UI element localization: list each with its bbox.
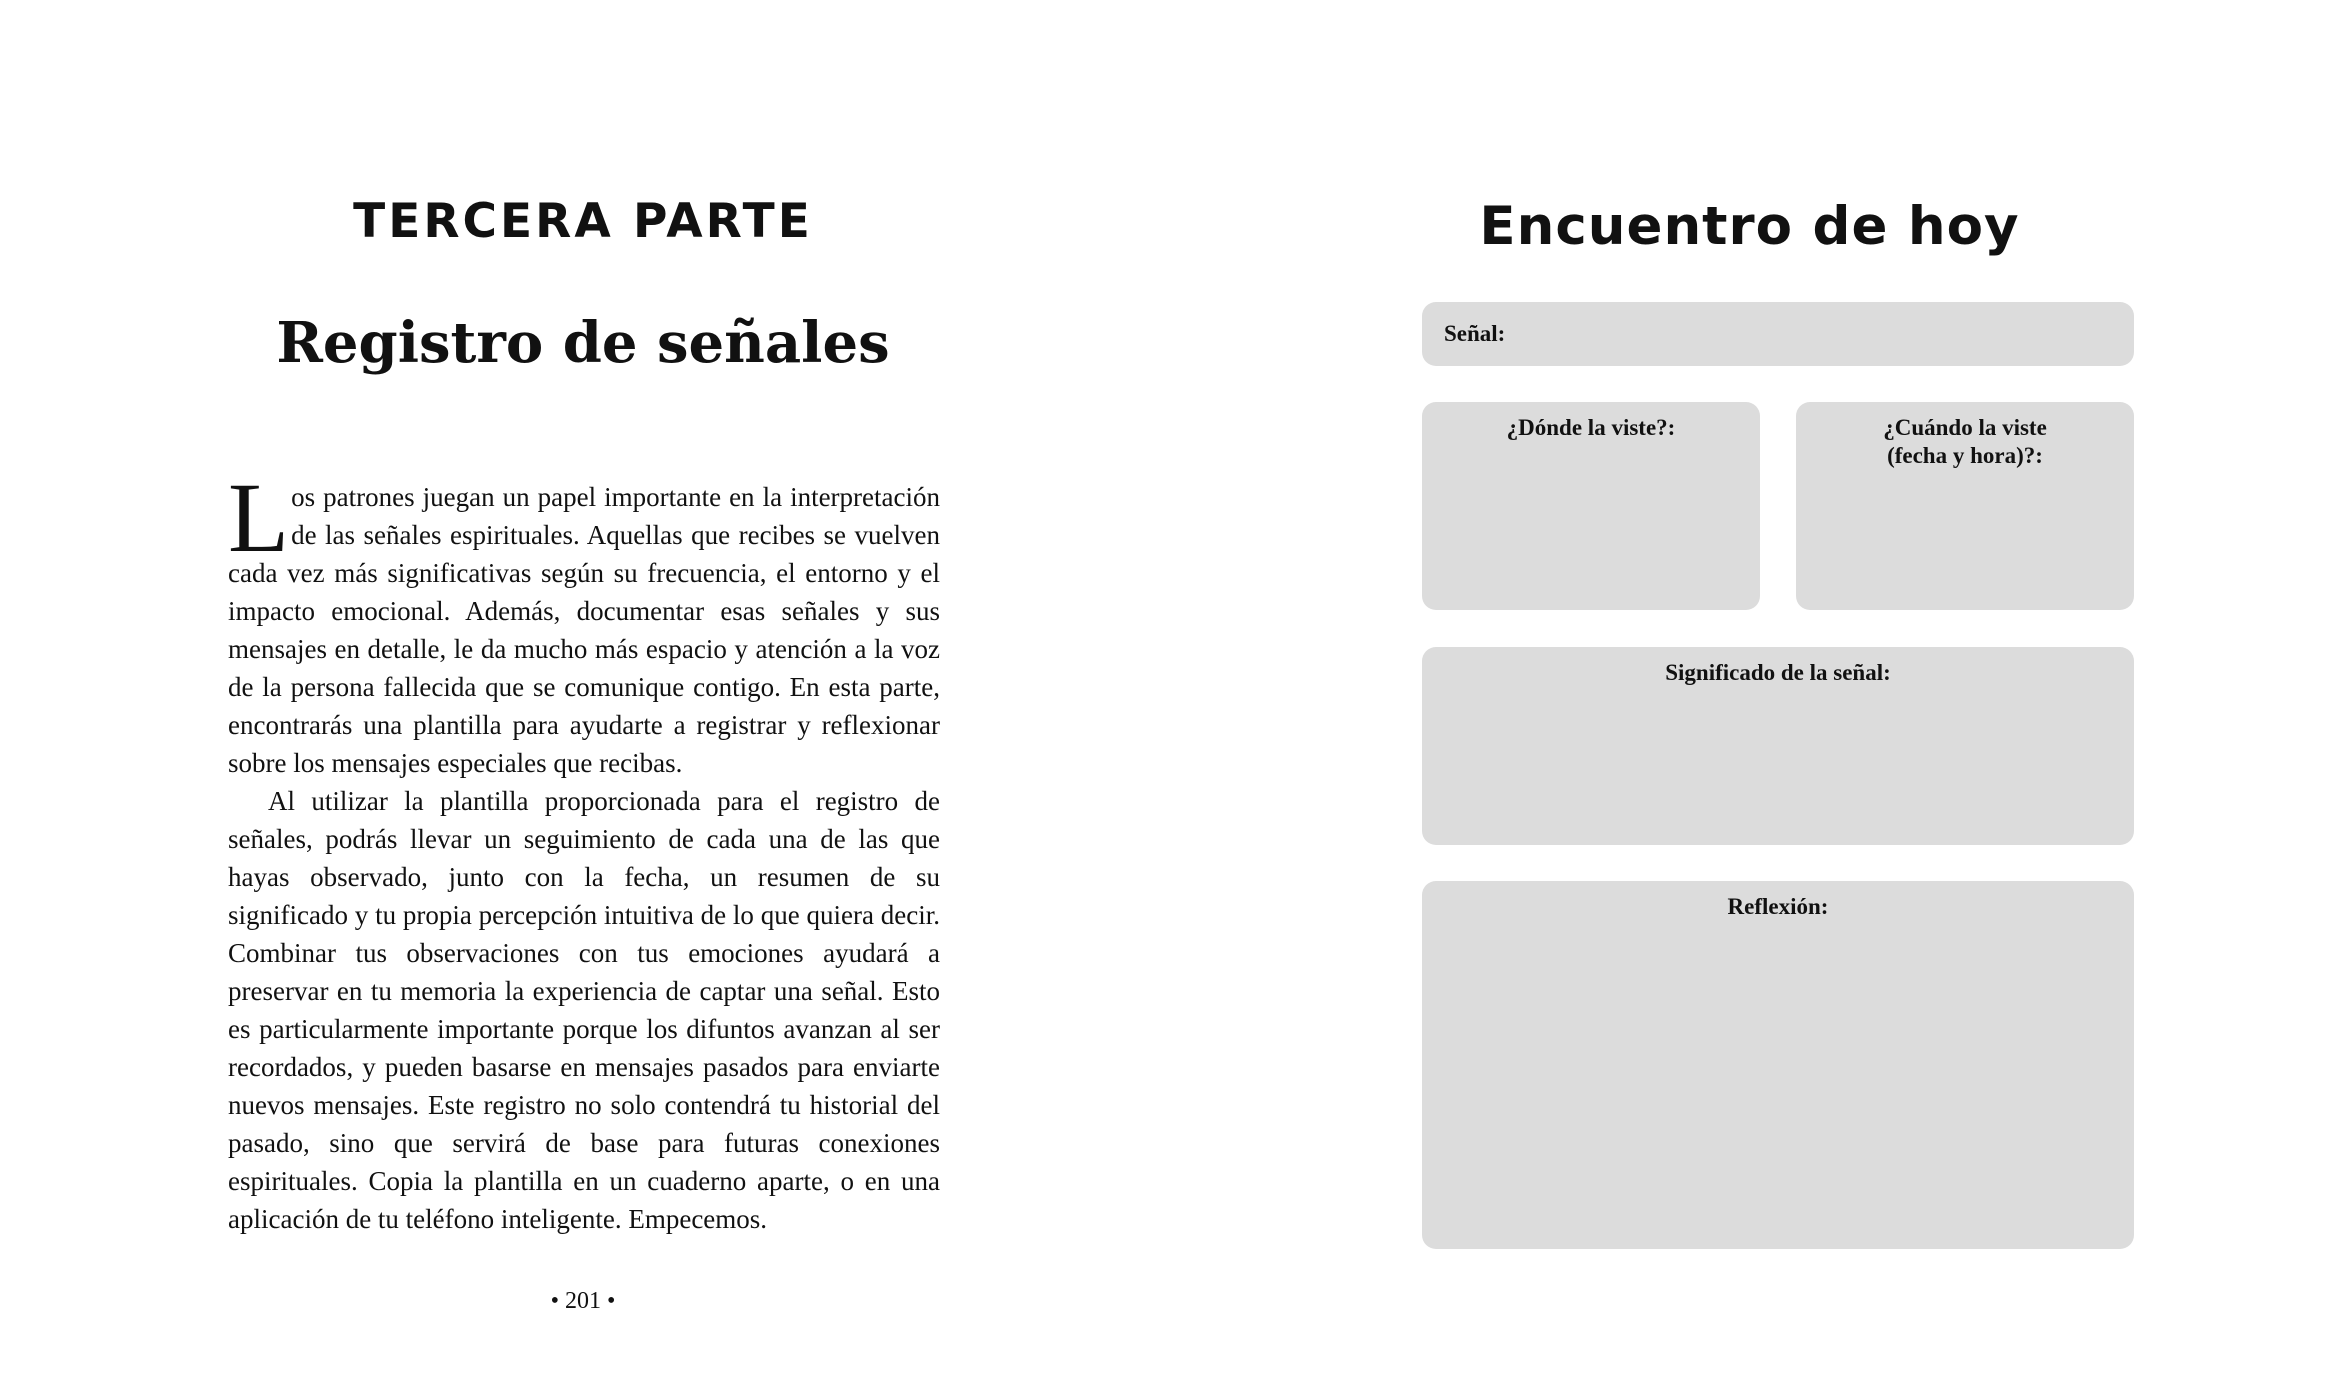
left-page: [0, 0, 1166, 1400]
meaning-label: Significado de la señal:: [1665, 660, 1891, 685]
signal-field[interactable]: [1422, 302, 2134, 366]
signal-label: Señal:: [1444, 321, 1506, 346]
form-title: Encuentro de hoy: [1479, 196, 2020, 257]
chapter-title: Registro de señales: [276, 310, 890, 376]
meaning-field[interactable]: [1422, 647, 2134, 845]
paragraph-1-text: os patrones juegan un papel importante en la interpretación de las señales espirituales. Aquellas que recibes se vuelven cada vez más significativas según su frecuencia, el entorno y el impacto emocional. Además, documentar esas señales y sus mensajes en detalle, le da mucho más espacio y atención a la voz de la persona fallecida que se comunique contigo. En esta parte, encontrarás una plantilla para ayudarte a registrar y reflexionar sobre los mensajes especiales que recibas.: [228, 482, 940, 778]
part-label: TERCERA PARTE: [353, 194, 813, 249]
right-page: [1166, 0, 2333, 1400]
reflection-field[interactable]: [1422, 881, 2134, 1249]
where-label: ¿Dónde la viste?:: [1506, 415, 1676, 440]
where-field[interactable]: [1422, 402, 1760, 610]
when-field[interactable]: [1796, 402, 2134, 610]
body-text: [228, 462, 940, 1238]
page-number: • 201 •: [550, 1288, 616, 1314]
paragraph-2: Al utilizar la plantilla proporcionada para el registro de señales, podrás llevar un seguimiento de cada una de las que hayas observado, junto con la fecha, un resumen de su significado y tu propia percepción intuitiva de lo que quiera decir. Combinar tus observaciones con tus emociones ayudará a preservar en tu memoria la experiencia de captar una señal. Esto es particularmente importante porque los difuntos avanzan al ser recordados, y pueden basarse en mensajes pasados para enviarte nuevos mensajes. Este registro no solo contendrá tu historial del pasado, sino que servirá de base para futuras conexiones espirituales. Copia la plantilla en un cuaderno aparte, o en una aplicación de tu teléfono inteligente. Empecemos.: [228, 786, 940, 1234]
paragraph-1: [228, 462, 940, 782]
when-label: ¿Cuándo la viste (fecha y hora)?:: [1883, 415, 2047, 468]
reflection-label: Reflexión:: [1727, 894, 1829, 919]
drop-cap: L: [228, 462, 290, 573]
